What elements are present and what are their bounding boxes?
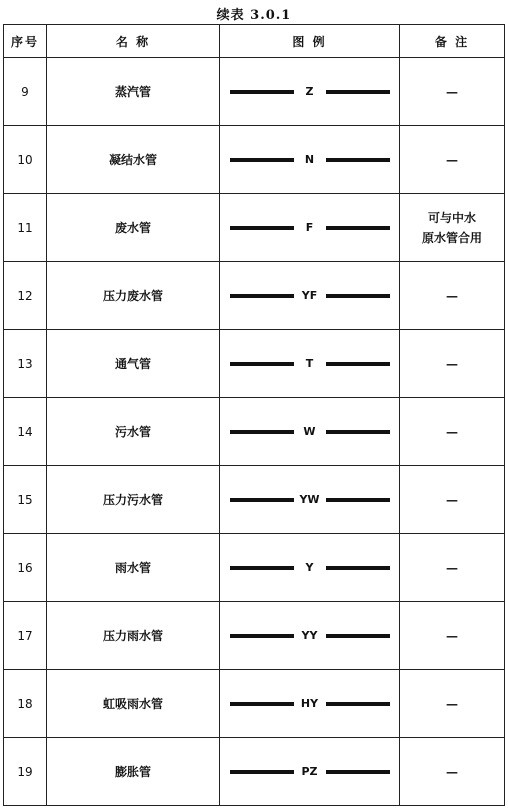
table-row (4, 58, 505, 126)
pipe-line-symbol (220, 85, 399, 98)
line-segment-right (326, 634, 390, 638)
row-legend (220, 330, 400, 398)
row-index: 13 (4, 330, 47, 398)
row-name: 压力雨水管 (47, 602, 220, 670)
line-segment-left (230, 294, 294, 298)
remark-text: — (446, 560, 458, 575)
row-remark (400, 398, 505, 466)
row-index: 16 (4, 534, 47, 602)
line-segment-left (230, 702, 294, 706)
row-remark (400, 602, 505, 670)
row-name: 雨水管 (47, 534, 220, 602)
line-segment-left (230, 770, 294, 774)
line-segment-left (230, 430, 294, 434)
row-name: 凝结水管 (47, 126, 220, 194)
table-row (4, 330, 505, 398)
row-name: 压力污水管 (47, 466, 220, 534)
remark-text: — (446, 764, 458, 779)
table-row (4, 602, 505, 670)
row-legend (220, 534, 400, 602)
table-row (4, 466, 505, 534)
line-segment-right (326, 566, 390, 570)
line-segment-right (326, 770, 390, 774)
pipe-line-symbol (220, 697, 399, 710)
line-segment-left (230, 226, 294, 230)
pipe-code: Z (305, 85, 314, 98)
row-remark (400, 534, 505, 602)
pipe-code: HY (300, 697, 319, 710)
row-name: 膨胀管 (47, 738, 220, 806)
table-row (4, 738, 505, 806)
header-name: 名 称 (47, 25, 220, 58)
header-row (4, 25, 505, 58)
table-row (4, 534, 505, 602)
pipe-code: N (304, 153, 315, 166)
pipe-line-symbol (220, 765, 399, 778)
remark-text: — (446, 356, 458, 371)
table-row (4, 670, 505, 738)
row-legend (220, 738, 400, 806)
line-segment-right (326, 90, 390, 94)
pipe-code: YW (299, 493, 320, 506)
row-legend (220, 398, 400, 466)
pipe-code: PZ (301, 765, 318, 778)
table-row (4, 398, 505, 466)
remark-text: 可与中水 (427, 210, 476, 225)
pipe-code: YF (301, 289, 318, 302)
header-legend: 图 例 (220, 25, 400, 58)
row-index: 10 (4, 126, 47, 194)
row-legend (220, 670, 400, 738)
remark-text: — (446, 288, 458, 303)
row-index: 14 (4, 398, 47, 466)
row-name: 蒸汽管 (47, 58, 220, 126)
table-row (4, 262, 505, 330)
row-index: 15 (4, 466, 47, 534)
pipe-line-symbol (220, 561, 399, 574)
row-index: 17 (4, 602, 47, 670)
row-legend (220, 126, 400, 194)
pipe-line-symbol (220, 629, 399, 642)
pipe-code: T (305, 357, 314, 370)
line-segment-right (326, 226, 390, 230)
row-remark (400, 58, 505, 126)
table-body (4, 58, 505, 806)
row-remark (400, 738, 505, 806)
row-index: 19 (4, 738, 47, 806)
pipe-line-symbol (220, 357, 399, 370)
row-index: 18 (4, 670, 47, 738)
row-remark (400, 262, 505, 330)
remark-text: — (446, 424, 458, 439)
row-index: 9 (4, 58, 47, 126)
line-segment-left (230, 634, 294, 638)
pipe-line-symbol (220, 221, 399, 234)
table-title: 续表 3.0.1 (216, 8, 292, 23)
remark-text: — (446, 696, 458, 711)
line-segment-right (326, 498, 390, 502)
pipe-code: Y (305, 561, 314, 574)
line-segment-left (230, 158, 294, 162)
row-name: 污水管 (47, 398, 220, 466)
pipe-line-symbol (220, 425, 399, 438)
row-remark (400, 126, 505, 194)
table-row (4, 126, 505, 194)
remark-text: — (446, 628, 458, 643)
remark-text: — (446, 152, 458, 167)
line-segment-right (326, 158, 390, 162)
row-legend (220, 194, 400, 262)
line-segment-right (326, 430, 390, 434)
header-index: 序号 (4, 25, 47, 58)
table-row (4, 194, 505, 262)
row-name: 通气管 (47, 330, 220, 398)
pipe-code: F (305, 221, 314, 234)
line-segment-right (326, 702, 390, 706)
pipe-code: YY (301, 629, 318, 642)
pipe-legend-table (3, 24, 505, 806)
row-legend (220, 602, 400, 670)
row-name: 压力废水管 (47, 262, 220, 330)
remark-text: 原水管合用 (421, 230, 482, 245)
pipe-line-symbol (220, 289, 399, 302)
row-index: 12 (4, 262, 47, 330)
line-segment-right (326, 294, 390, 298)
remark-text: — (446, 492, 458, 507)
line-segment-right (326, 362, 390, 366)
line-segment-left (230, 362, 294, 366)
row-remark (400, 330, 505, 398)
row-remark (400, 670, 505, 738)
line-segment-left (230, 498, 294, 502)
line-segment-left (230, 90, 294, 94)
row-remark (400, 466, 505, 534)
pipe-line-symbol (220, 493, 399, 506)
row-index: 11 (4, 194, 47, 262)
row-name: 虹吸雨水管 (47, 670, 220, 738)
header-remark: 备 注 (400, 25, 505, 58)
row-remark (400, 194, 505, 262)
row-legend (220, 58, 400, 126)
row-legend (220, 262, 400, 330)
row-name: 废水管 (47, 194, 220, 262)
remark-text: — (446, 84, 458, 99)
row-legend (220, 466, 400, 534)
pipe-line-symbol (220, 153, 399, 166)
line-segment-left (230, 566, 294, 570)
pipe-code: W (303, 425, 316, 438)
